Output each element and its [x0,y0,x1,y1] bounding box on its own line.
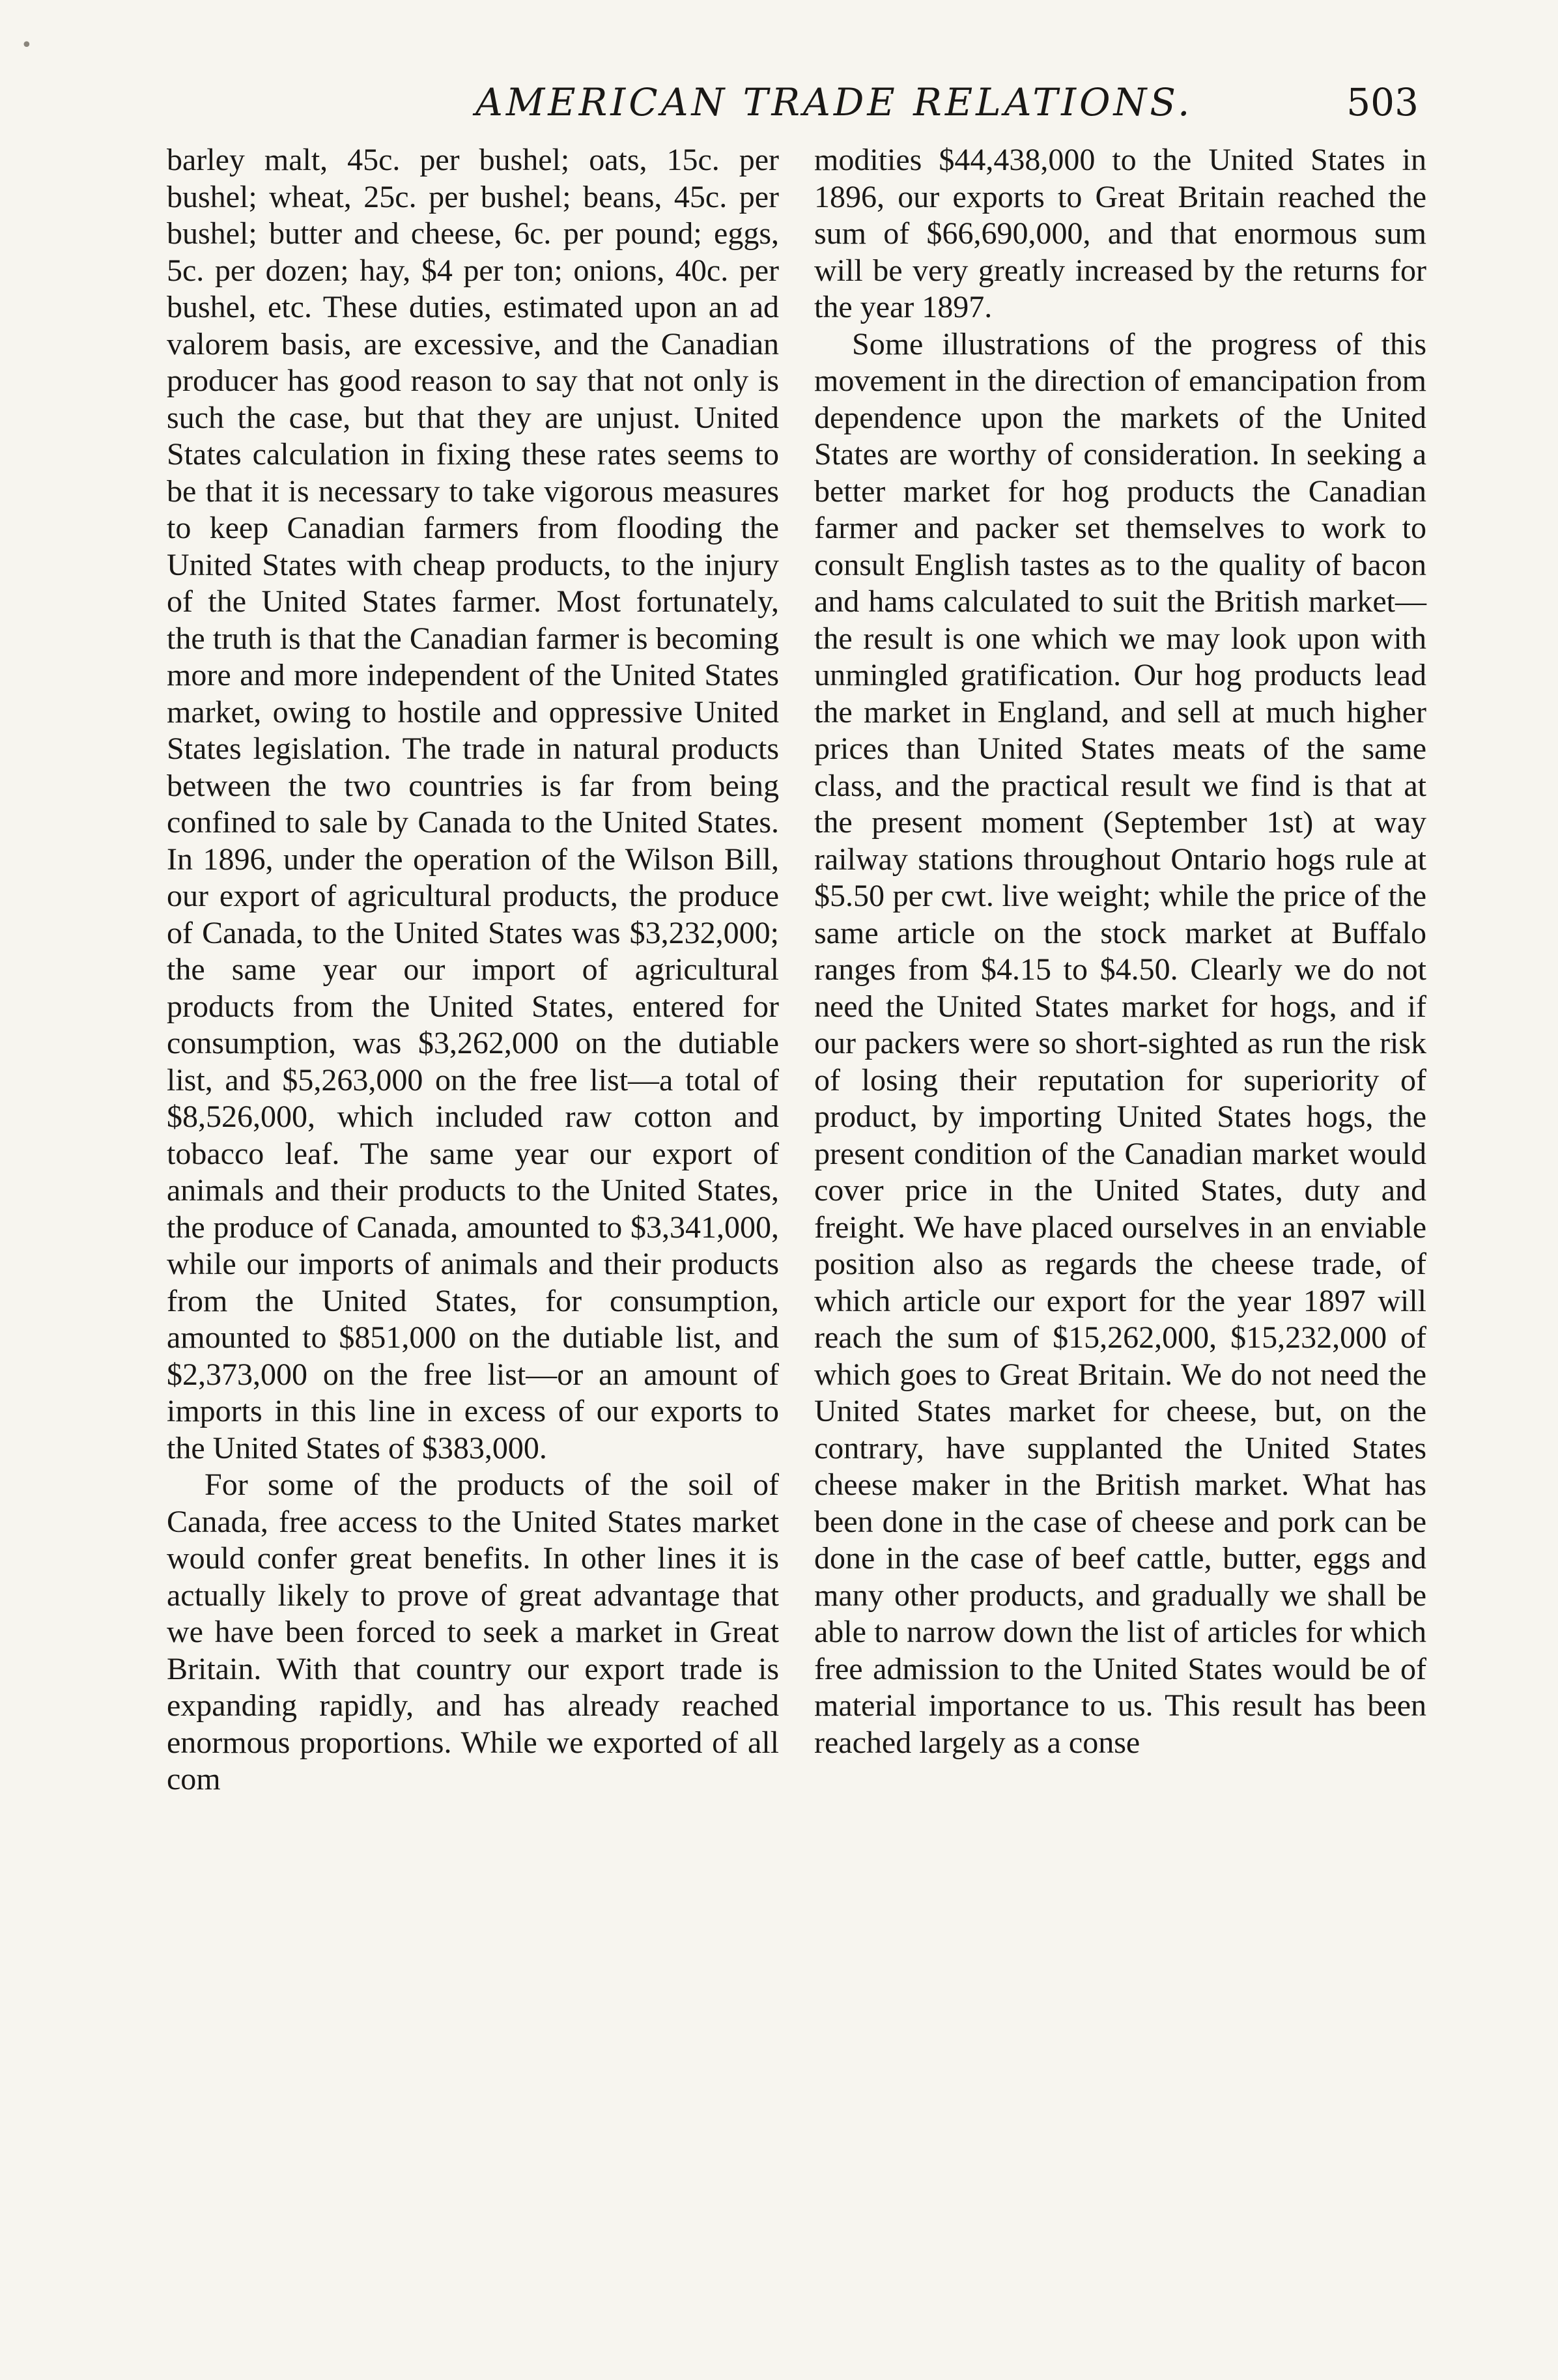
print-speck: • [21,34,33,57]
left-column [167,142,779,1798]
right-paragraph-2: Some illustrations of the progress of this movement in the direction of emancipation from dependence upon the markets of the United States are worthy of consideration. In seeking a better market for hog products the Canadian farmer and packer set themselves to work to consult English tastes as to the quality of bacon and hams calculated to suit the British market—the result is one which we may look upon with unmingled gratification. Our hog products lead the market in England, and sell at much higher prices than United States meats of the same class, and the practical result we find is that at the present moment (September 1st) at way railway stations throughout Ontario hogs rule at $5.50 per cwt. live weight; while the price of the same article on the stock market at Buffalo ranges from $4.15 to $4.50. Clearly we do not need the United States market for hogs, and if our packers were so short-sighted as run the risk of losing their reputation for superiority of product, by importing United States hogs, the present condition of the Canadian market would cover price in the United States, duty and freight. We have placed ourselves in an enviable position also as regards the cheese trade, of which article our export for the year 1897 will reach the sum of $15,262,000, $15,232,000 of which goes to Great Britain. We do not need the United States market for cheese, but, on the contrary, have supplanted the United States cheese maker in the British market. What has been done in the case of cheese and pork can be done in the case of beef cattle, butter, eggs and many other products, and gradually we shall be able to narrow down the list of articles for which free admission to the United States would be of material importance to us. This result has been reached largely as a conse [814,326,1426,1760]
left-paragraph-2: For some of the products of the soil of Canada, free access to the United States market would confer great benefits. In other lines it is actually likely to prove of great advantage that we have been forced to seek a market in Great Britain. With that country our export trade is expanding rapidly, and has already reached enormous proportions. While we exported of all com [167,1467,779,1796]
page-number: 503 [1346,80,1419,124]
running-head [0,73,1558,132]
right-paragraph-1: modities $44,438,000 to the United States in 1896, our exports to Great Britain reached the sum of $66,690,000, and that enormous sum will be very greatly increased by the returns for the year 1897. [814,143,1426,324]
left-paragraph-1: barley malt, 45c. per bushel; oats, 15c. per bushel; wheat, 25c. per bushel; beans, 45c. per bushel; butter and cheese, 6c. per pound; eggs, 5c. per dozen; hay, $4 per ton; onions, 40c. per bushel, etc. These duties, estimated upon an ad valorem basis, are excessive, and the Canadian producer has good reason to say that not only is such the case, but that they are unjust. United States calculation in fixing these rates seems to be that it is necessary to take vigorous measures to keep Canadian farmers from flooding the United States with cheap products, to the injury of the United States farmer. Most fortunately, the truth is that the Canadian farmer is becoming more and more independent of the United States market, owing to hostile and oppressive United States legislation. The trade in natural products between the two countries is far from being confined to sale by Canada to the United States. In 1896, under the operation of the Wilson Bill, our export of agricultural products, the produce of Canada, to the United States was $3,232,000; the same year our import of agricultural products from the United States, entered for consumption, was $3,262,000 on the dutiable list, and $5,263,000 on the free list—a total of $8,526,000, which included raw cotton and tobacco leaf. The same year our export of animals and their products to the United States, the produce of Canada, amounted to $3,341,000, while our imports of animals and their products from the United States, for consumption, amounted to $851,000 on the dutiable list, and $2,373,000 on the free list—or an amount of imports in this line in excess of our exports to the United States of $383,000. [167,143,779,1466]
running-title: AMERICAN TRADE RELATIONS. [475,80,1193,124]
right-column [814,142,1426,1761]
